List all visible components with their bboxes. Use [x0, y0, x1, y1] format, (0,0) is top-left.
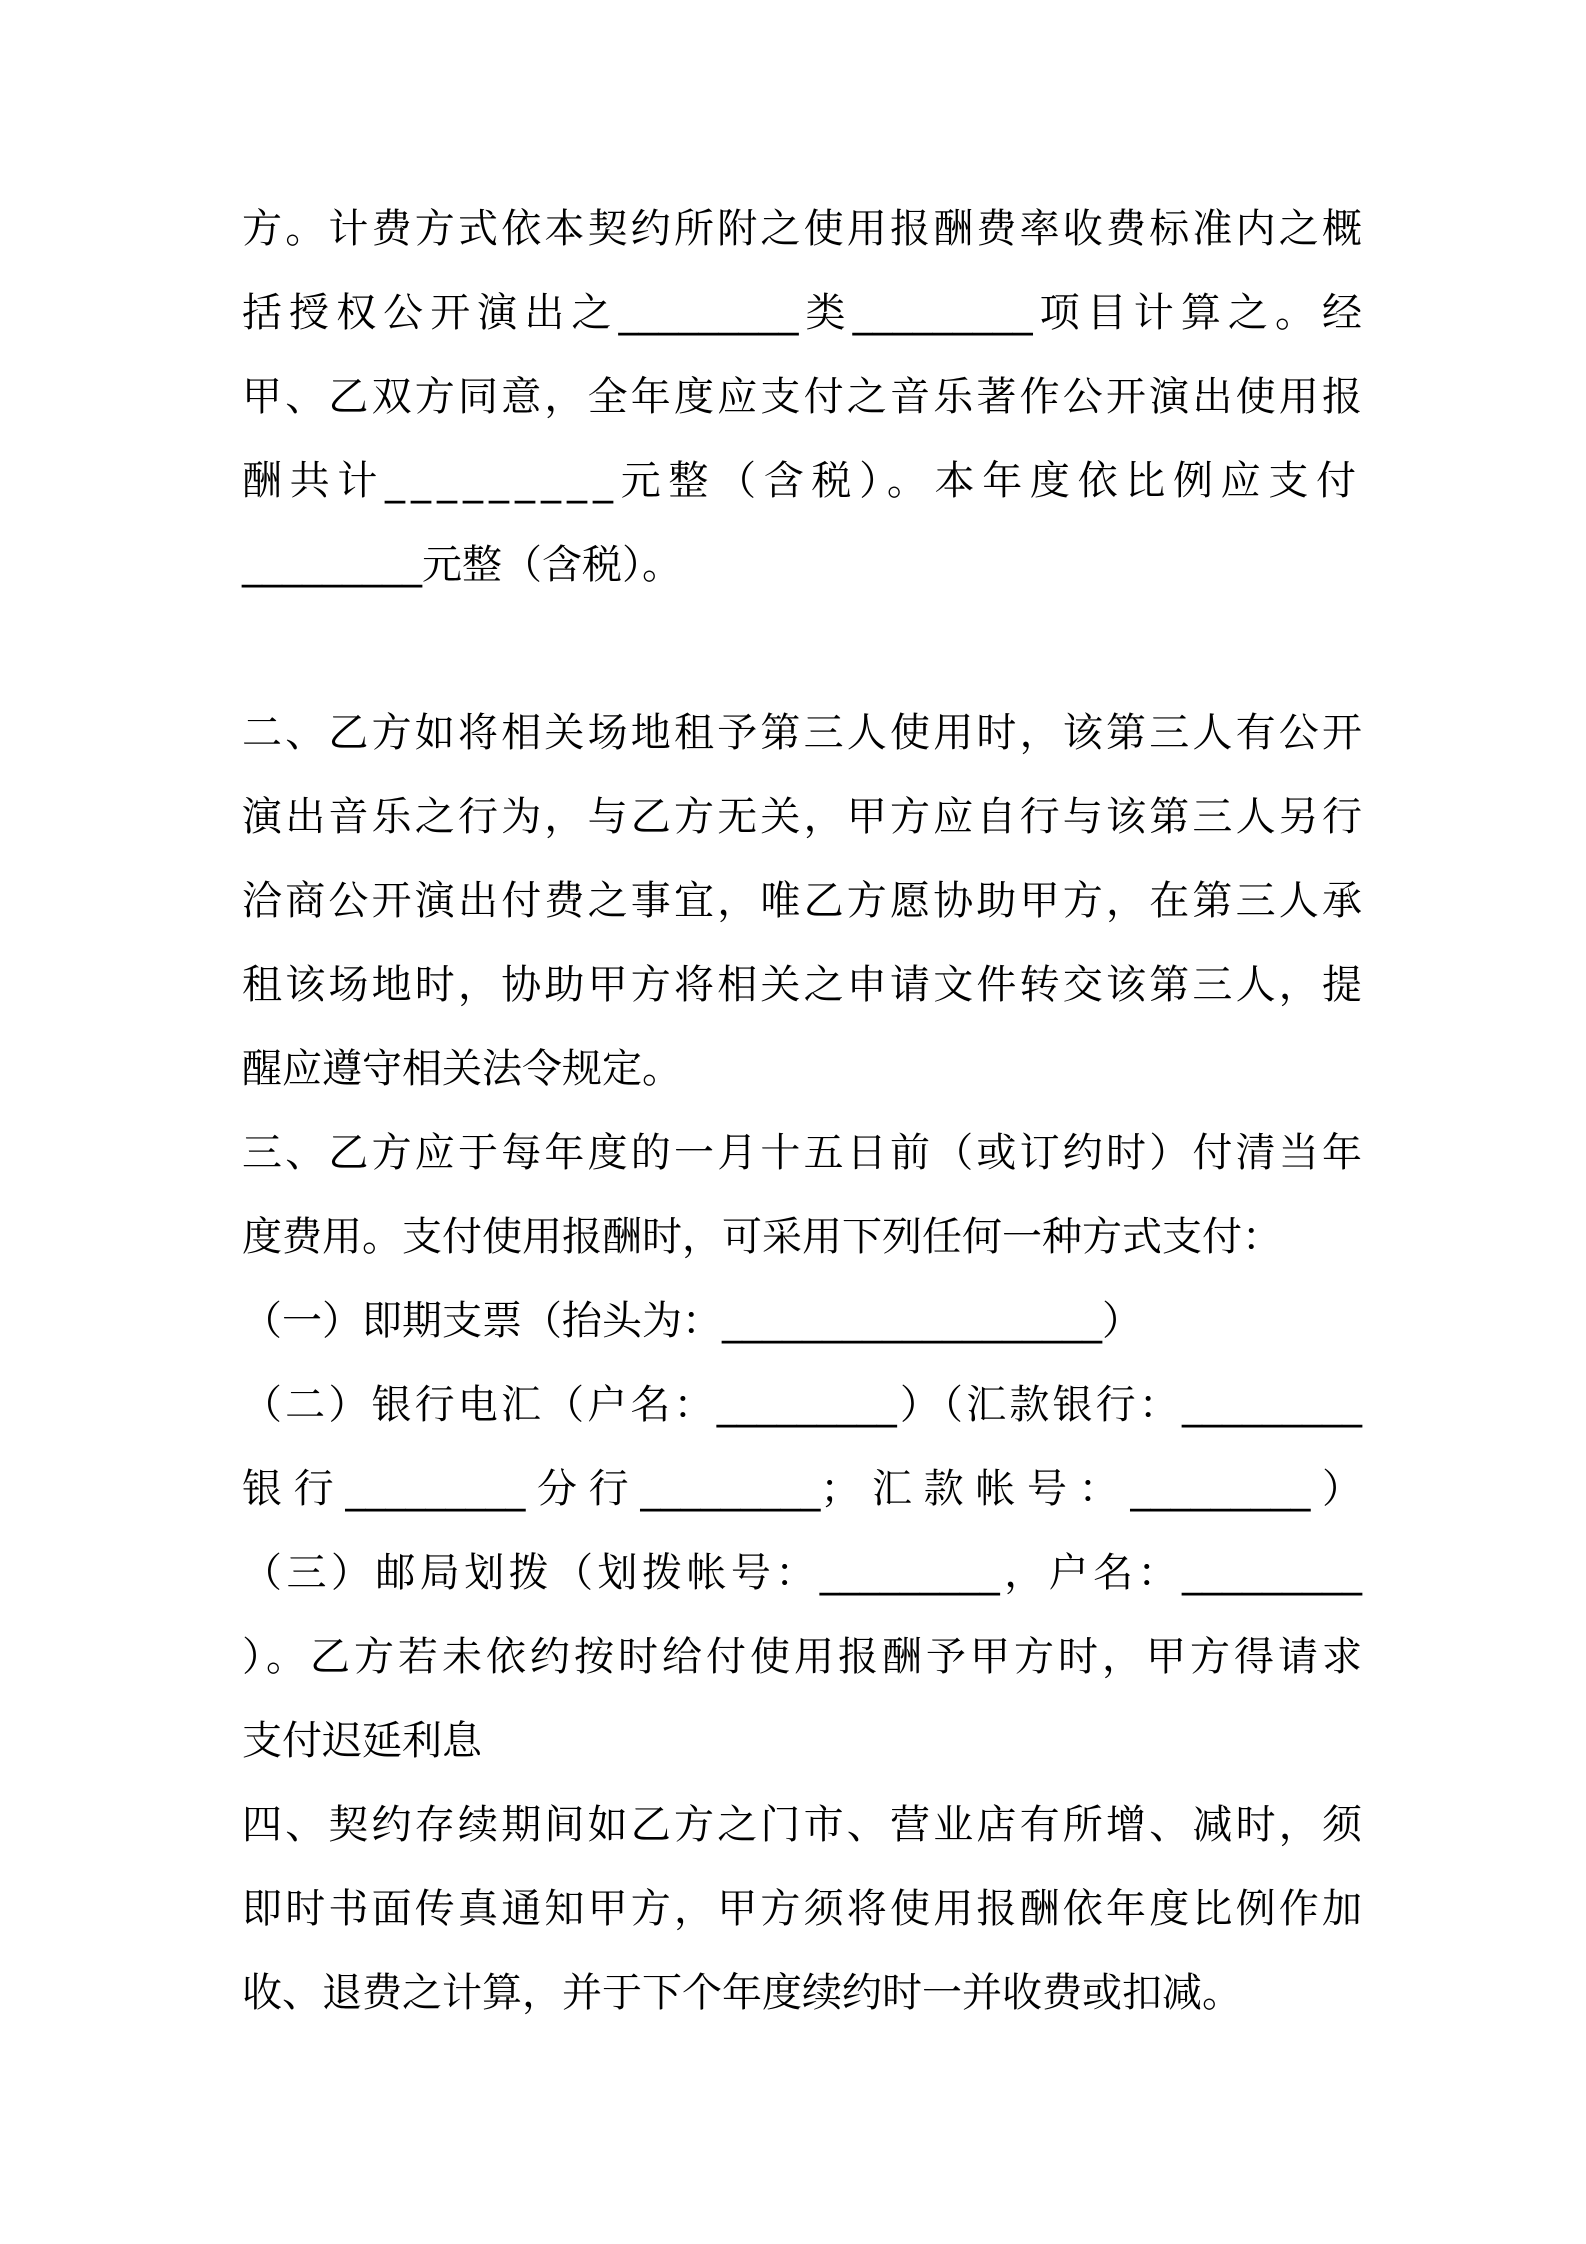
paragraph-1-line-4: 酬共计_________元整（含税）。本年度依比例应支付 — [242, 458, 1362, 504]
clause-2-line-5: 醒应遵守相关法令规定。 — [242, 1046, 682, 1092]
payment-option-postal-line-2: ）。乙方若未依约按时给付使用报酬予甲方时，甲方得请求 — [242, 1634, 1362, 1680]
clause-2-line-1: 二、乙方如将相关场地租予第三人使用时，该第三人有公开 — [242, 710, 1362, 756]
clause-4-line-2: 即时书面传真通知甲方，甲方须将使用报酬依年度比例作加 — [242, 1886, 1362, 1932]
clause-2-line-2: 演出音乐之行为，与乙方无关，甲方应自行与该第三人另行 — [242, 794, 1362, 840]
clause-2-line-4: 租该场地时，协助甲方将相关之申请文件转交该第三人，提 — [242, 962, 1362, 1008]
paragraph-1-line-5: _________元整（含税）。 — [242, 542, 682, 588]
clause-3-line-1: 三、乙方应于每年度的一月十五日前（或订约时）付清当年 — [242, 1130, 1362, 1176]
clause-4-line-3: 收、退费之计算，并于下个年度续约时一并收费或扣减。 — [242, 1970, 1242, 2016]
clause-2-line-3: 洽商公开演出付费之事宜，唯乙方愿协助甲方，在第三人承 — [242, 878, 1362, 924]
paragraph-1-line-1: 方。计费方式依本契约所附之使用报酬费率收费标准内之概 — [242, 206, 1362, 252]
paragraph-1-line-2: 括授权公开演出之_________类_________项目计算之。经 — [242, 290, 1362, 336]
payment-option-check: （一）即期支票（抬头为：___________________） — [242, 1298, 1142, 1344]
payment-option-wire-line-1: （二）银行电汇（户名：_________）（汇款银行：_________ — [242, 1382, 1362, 1428]
paragraph-1-line-3: 甲、乙双方同意，全年度应支付之音乐著作公开演出使用报 — [242, 374, 1362, 420]
payment-option-postal-line-1: （三）邮局划拨（划拨帐号：_________，户名：_________ — [242, 1550, 1362, 1596]
payment-option-postal-line-3: 支付迟延利息 — [242, 1718, 482, 1764]
payment-option-wire-line-2: 银行_________分行_________；汇款帐号：_________） — [242, 1466, 1362, 1512]
clause-3-line-2: 度费用。支付使用报酬时，可采用下列任何一种方式支付： — [242, 1214, 1282, 1260]
clause-4-line-1: 四、契约存续期间如乙方之门市、营业店有所增、减时，须 — [242, 1802, 1362, 1848]
